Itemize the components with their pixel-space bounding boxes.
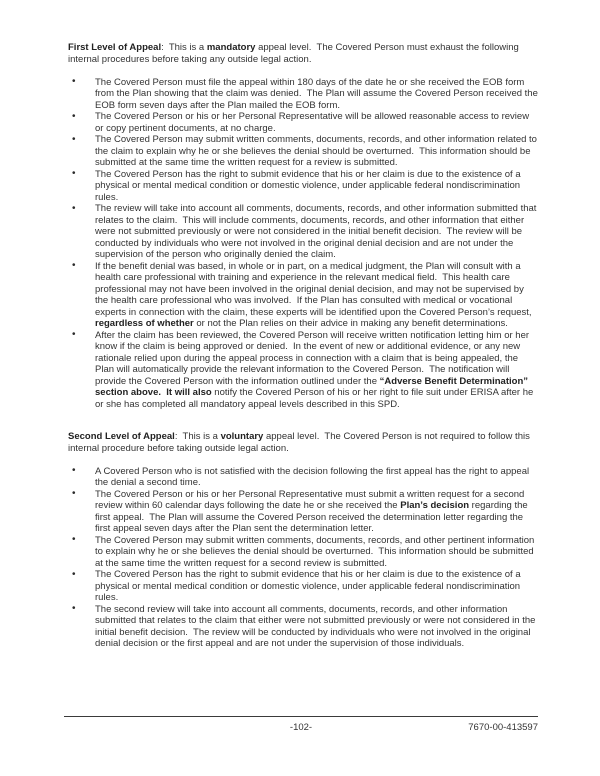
text-segment: The Covered Person has the right to submit evidence that his or her claim is due to the existence of a physical or mental medical condition or domestic violence, under applicable federal nondiscrimination rules.: [95, 168, 524, 203]
section-2: [68, 431, 538, 650]
text-segment: The review will take into account all comments, documents, records, and other information submitted that relates to the claim. This will include comments, documents, records, and other information that either were not submitted previously or were not considered in the initial benefit decision. The review will be conducted by individuals who were not involved in the original denial decision and are not under the supervision of the person who originally denied the claim.: [95, 203, 540, 260]
document-body: [68, 42, 541, 650]
text-segment: The Covered Person must file the appeal within 180 days of the date he or she received the EOB form from the Plan showing that the claim was denied. The Plan will assume the Covered Person received the EOB form seven days after the Plan mailed the EOB form.: [95, 76, 541, 111]
bold-text-segment: voluntary: [220, 431, 264, 442]
bullet-list: [68, 76, 541, 411]
text-segment: : This is a: [161, 42, 207, 53]
text-segment: The Covered Person may submit written comments, documents, records, and other information related to the claim to explain why he or she believes the denial should be overturned. This information should be submitted at the same time the written request for a review is submitted.: [95, 134, 540, 168]
bullet-text: [95, 330, 536, 410]
text-segment: If the benefit denial was based, in whole or in part, on a medical judgment, the Plan will consult with a health care professional with training and experience in the relevant medical field. This health care professional may not have been involved in the original denial decision, and may not be supervised by the health care professional who was involved. If the Plan has consulted with medical or vocational experts in connection with the claim, these experts will be identified upon the Covered Person’s request,: [95, 260, 535, 318]
bold-text-segment: First Level of Appeal: [68, 42, 162, 53]
text-segment: : This is a: [174, 431, 221, 442]
bullet-text: [95, 466, 532, 489]
text-segment: The Covered Person or his or her Personal Representative will be allowed reasonable access to review or copy pertinent documents, at no charge.: [95, 111, 532, 134]
bullet-list: [68, 466, 538, 650]
bullet-text: [95, 569, 523, 603]
bullet-icon: •: [72, 110, 76, 122]
bold-text-segment: “Adverse Benefit Determination” section above. It will also: [95, 375, 531, 398]
bold-text-segment: mandatory: [206, 42, 256, 53]
document-number: 7670-00-413597: [468, 722, 538, 733]
text-segment: appeal level. The Covered Person is not required to follow this internal procedure before taking outside legal action.: [68, 431, 533, 454]
bullet-text: [95, 489, 530, 535]
bold-text-segment: Plan’s decision: [400, 500, 470, 511]
text-segment: The Covered Person has the right to submit evidence that his or her claim is due to the existence of a physical or mental medical condition or domestic violence, under applicable federal nondiscrimination rules.: [95, 569, 524, 603]
bullet-icon: •: [72, 202, 76, 214]
bullet-text: [95, 77, 541, 111]
bullet-item: [68, 535, 538, 570]
bullet-text: [95, 169, 523, 203]
section-1: [68, 42, 541, 410]
text-segment: notify the Covered Person of his or her right to file suit under ERISA after he or she has completed all mandatory appeal levels described in this SPD.: [95, 387, 536, 410]
bullet-item: [68, 330, 538, 411]
bullet-text: [95, 535, 537, 569]
footer-row: [64, 722, 538, 734]
bullet-icon: •: [72, 329, 76, 340]
text-segment: A Covered Person who is not satisfied with the decision following the first appeal has the right to appeal the denial a second time.: [95, 465, 532, 488]
bullet-icon: •: [72, 260, 76, 271]
bullet-text: [95, 203, 539, 260]
bold-text-segment: regardless of whether: [95, 318, 194, 329]
text-segment: The Covered Person or his or her Personal Representative must submit a written request for a second review within 60 calendar days following the date he or she received the: [95, 488, 527, 511]
bullet-icon: •: [72, 488, 76, 499]
section-intro-paragraph: [68, 42, 538, 65]
text-segment: The second review will take into account all comments, documents, records, and other information submitted that relates to the claim that either were not submitted previously or were not considered in the initial benefit decision. The review will be conducted by individuals who were not involved in the original denial decision or the first appeal and are not under the supervision of those individuals.: [95, 603, 539, 649]
section-intro-paragraph: [68, 431, 538, 454]
text-segment: regarding the first appeal. The Plan will assume the Covered Person received the determination letter regarding the first appeal seven days after the Plan sent the determination letter.: [95, 500, 531, 534]
bullet-icon: •: [72, 534, 76, 545]
bullet-item: [68, 604, 538, 650]
bullet-item: [68, 203, 538, 261]
page-footer: [64, 716, 538, 734]
bullet-item: [68, 111, 538, 134]
footer-divider: [64, 716, 538, 717]
bullet-text: [95, 261, 534, 330]
bullet-item: [68, 169, 538, 204]
bullet-icon: •: [72, 465, 76, 476]
bullet-icon: •: [72, 568, 76, 580]
bullet-item: [68, 261, 538, 330]
bullet-text: [95, 111, 532, 134]
bullet-item: [68, 466, 538, 489]
bullet-item: [68, 569, 538, 604]
bold-text-segment: Second Level of Appeal: [68, 431, 175, 442]
bullet-text: [95, 134, 540, 168]
bullet-text: [95, 604, 538, 650]
text-segment: The Covered Person may submit written comments, documents, records, and other pertinent information to explain why he or she believes the denial should be overturned. This information should be submitted at the same time the written request for a second review is submitted.: [95, 534, 537, 569]
bullet-icon: •: [72, 168, 76, 179]
bullet-item: [68, 489, 538, 535]
text-segment: appeal level. The Covered Person must exhaust the following internal procedures before taking any outside legal action.: [68, 42, 522, 65]
page-number: -102-: [289, 722, 313, 733]
text-segment: or not the Plan relies on their advice in making any benefit determinations.: [193, 318, 508, 329]
bullet-icon: •: [72, 133, 76, 145]
bullet-icon: •: [72, 603, 76, 614]
bullet-item: [68, 134, 538, 169]
text-segment: After the claim has been reviewed, the Covered Person will receive written notification letting him or her know if the claim is being approved or denied. In the event of new or additional evidence, or any new rationale relied upon during the appeal process in connection with a claim that is being appealed, the Plan will automatically provide the relevant information to the Covered Person. The notification will provide the Covered Person with the information outlined under the: [95, 329, 532, 387]
bullet-icon: •: [72, 76, 76, 87]
bullet-item: [68, 76, 541, 112]
